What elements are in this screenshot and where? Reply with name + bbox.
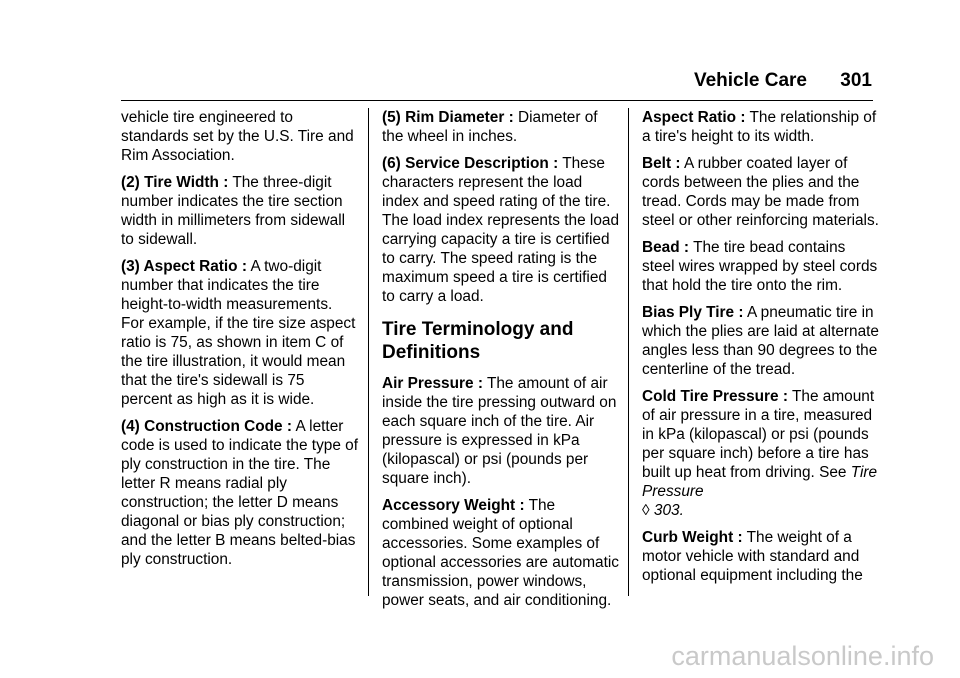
watermark: carmanualsonline.info (671, 641, 934, 671)
definition-text: The tire bead contains steel wires wrapped by steel cords that hold the tire onto the rim. (642, 239, 878, 294)
separator: : (519, 497, 525, 514)
term: Bead (642, 239, 680, 256)
definition-text: The amount of air pressure in a tire, measured in kPa (kilopascal) or psi (pounds per square inch) before a tire has built up heat from driving. See (642, 388, 875, 481)
definition-text: The weight of a motor vehicle with standard and optional equipment including the (642, 529, 863, 584)
definition-text: Diameter of the wheel in inches. (382, 109, 598, 145)
definition-text: These characters represent the load index and speed rating of the tire. The load index represents the load carrying capacity a tire is certified to carry. The speed rating is the maximum speed a tire is certified to carry a load. (382, 155, 619, 305)
column-1 (121, 108, 359, 577)
definition-cold-tire-pressure (642, 387, 880, 520)
section-title: Vehicle Care (693, 70, 808, 91)
definition-aspect-ratio-term (642, 108, 880, 146)
term: Aspect Ratio (642, 109, 737, 126)
definition-tire-width (121, 173, 359, 249)
page-number: 301 (840, 70, 872, 91)
definition-text: The combined weight of optional accessories. Some examples of optional accessories are automatic transmission, power windows, power seats, and air conditioning. (382, 497, 619, 609)
header-rule (121, 100, 873, 101)
page-ref-arrow-icon: ◊ (642, 502, 650, 519)
term: Cold Tire Pressure (642, 388, 779, 405)
separator: : (223, 174, 229, 191)
term: Belt (642, 155, 672, 172)
separator: : (782, 388, 788, 405)
cross-reference-page[interactable]: 303. (653, 502, 684, 519)
separator: : (241, 258, 248, 275)
paragraph-text: vehicle tire engineered to standards set by the U.S. Tire and Rim Association. (121, 109, 354, 164)
term: Air Pressure (382, 375, 474, 392)
definition-service-description (382, 154, 620, 306)
definition-rim-diameter (382, 108, 620, 146)
definition-text: A two-digit number that indicates the tire height-to-width measurements. For example, if the tire size aspect ratio is 75, as shown in item C of the tire illustration, it would mean that the tire's sidewall is 75 percent as high as it is wide. (121, 258, 356, 408)
definition-text: The relationship of a tire's height to its width. (642, 109, 877, 145)
term: (3) Aspect Ratio (121, 258, 238, 275)
term: (6) Service Description (382, 155, 549, 172)
separator: : (740, 109, 746, 126)
separator: : (508, 109, 514, 126)
definition-accessory-weight (382, 496, 620, 610)
definition-text: A pneumatic tire in which the plies are laid at alternate angles less than 90 degrees to the centerline of the tread. (642, 304, 879, 378)
separator: : (683, 239, 690, 256)
column-3 (642, 108, 880, 593)
definition-text: A letter code is used to indicate the type of ply construction in the tire. The letter R means radial ply construction; the letter D means diagonal or bias ply construction; and the letter B means belted-bias ply construction. (121, 418, 358, 568)
definition-curb-weight (642, 528, 880, 585)
separator: : (738, 304, 744, 321)
definition-text: The amount of air inside the tire pressing outward on each square inch of the tire. Air pressure is expressed in kPa (kilopascal) or psi (pounds per square inch). (382, 375, 617, 487)
definition-bias-ply-tire (642, 303, 880, 379)
definition-text: The three-digit number indicates the tire section width in millimeters from sidewall to sidewall. (121, 174, 346, 248)
term: Curb Weight (642, 529, 734, 546)
definition-text: A rubber coated layer of cords between the plies and the tread. Cords may be made from steel or other reinforcing materials. (642, 155, 879, 229)
separator: : (286, 418, 293, 435)
term: (5) Rim Diameter (382, 109, 505, 126)
column-divider-1 (368, 108, 369, 596)
definition-bead (642, 238, 880, 295)
definition-air-pressure (382, 374, 620, 488)
separator: : (737, 529, 743, 546)
page-header (694, 70, 872, 92)
term: Bias Ply Tire (642, 304, 735, 321)
separator: : (477, 375, 483, 392)
definition-aspect-ratio (121, 257, 359, 409)
term: Accessory Weight (382, 497, 516, 514)
paragraph (121, 108, 359, 165)
column-divider-2 (628, 108, 629, 596)
term: (4) Construction Code (121, 418, 283, 435)
section-heading: Tire Terminology and Definitions (382, 319, 574, 363)
definition-belt (642, 154, 880, 230)
separator: : (553, 155, 559, 172)
column-2 (382, 108, 620, 618)
definition-construction-code (121, 417, 359, 569)
term: (2) Tire Width (121, 174, 219, 191)
cross-reference-link[interactable]: Tire Pressure (642, 464, 878, 500)
separator: : (675, 155, 681, 172)
